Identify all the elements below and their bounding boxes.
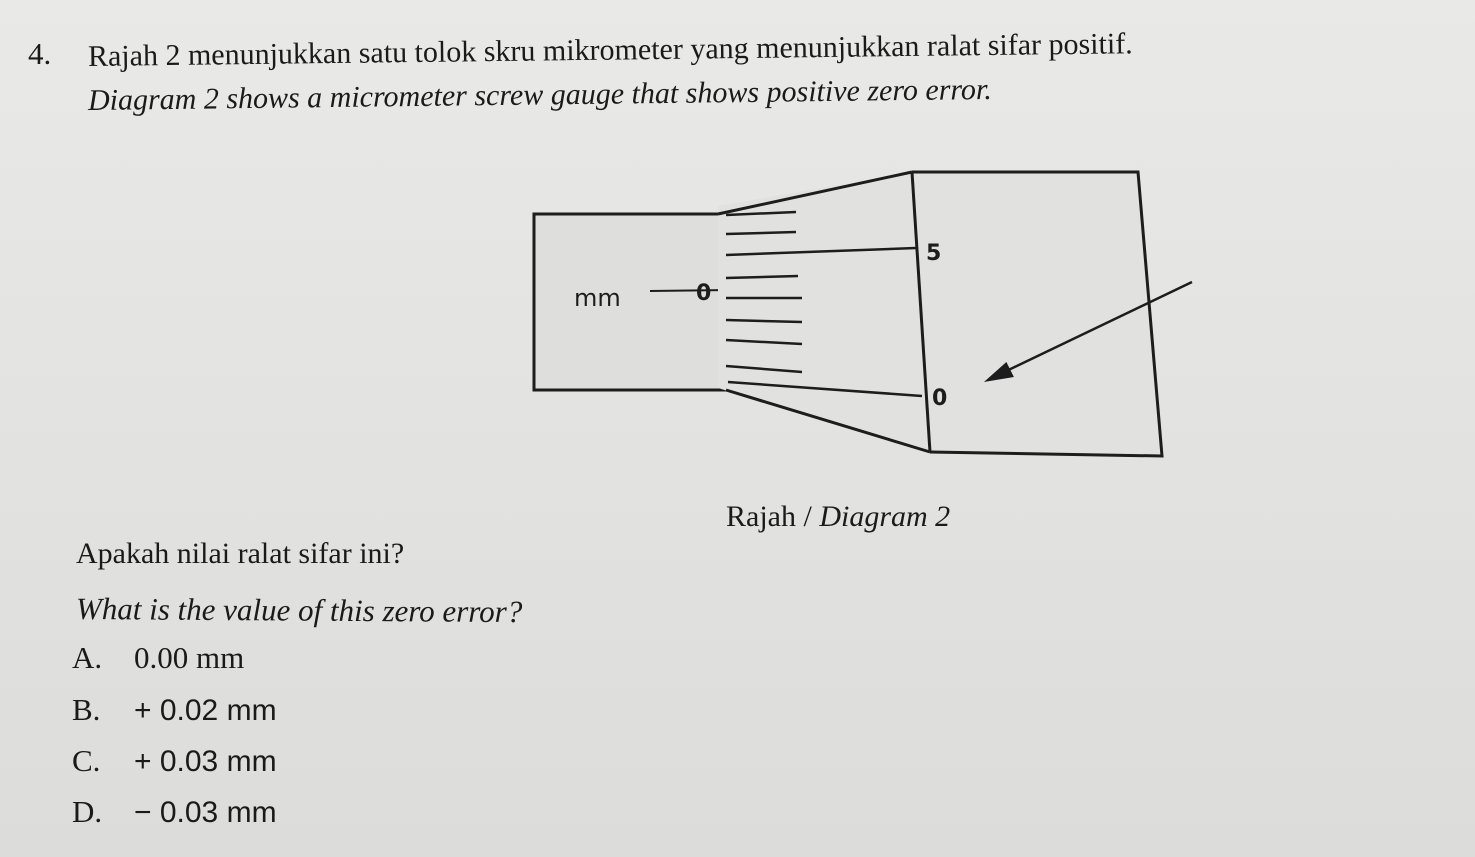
- option-b[interactable]: [72, 692, 277, 728]
- thimble: [718, 172, 1162, 456]
- prompt-english: What is the value of this zero error?: [75, 591, 523, 630]
- option-letter: D.: [72, 794, 103, 829]
- option-value: 0.00 mm: [134, 640, 245, 675]
- question-text-english: Diagram 2 shows a micrometer screw gauge that shows positive zero error.: [87, 72, 993, 117]
- option-value: − 0.03 mm: [134, 796, 277, 829]
- thimble-label-0: 0: [932, 386, 948, 411]
- diagram-caption: [726, 500, 950, 534]
- question-number: 4.: [28, 36, 52, 71]
- option-a[interactable]: [72, 640, 244, 676]
- micrometer-diagram: [520, 160, 1200, 470]
- prompt-malay: Apakah nilai ralat sifar ini?: [76, 537, 405, 570]
- option-value: + 0.03 mm: [134, 745, 277, 778]
- option-d[interactable]: [72, 794, 277, 830]
- option-value: + 0.02 mm: [134, 694, 277, 727]
- sleeve-zero-label: 0: [696, 281, 712, 306]
- option-letter: B.: [72, 692, 101, 727]
- sleeve-unit-label: mm: [574, 284, 621, 312]
- option-letter: C.: [72, 743, 101, 778]
- caption-english: Diagram 2: [819, 500, 951, 533]
- question-text-malay: Rajah 2 menunjukkan satu tolok skru mikrometer yang menunjukkan ralat sifar positif.: [87, 27, 1133, 73]
- caption-malay: Rajah /: [726, 500, 820, 533]
- option-c[interactable]: [72, 743, 277, 779]
- thimble-label-5: 5: [926, 241, 942, 266]
- option-letter: A.: [72, 640, 103, 675]
